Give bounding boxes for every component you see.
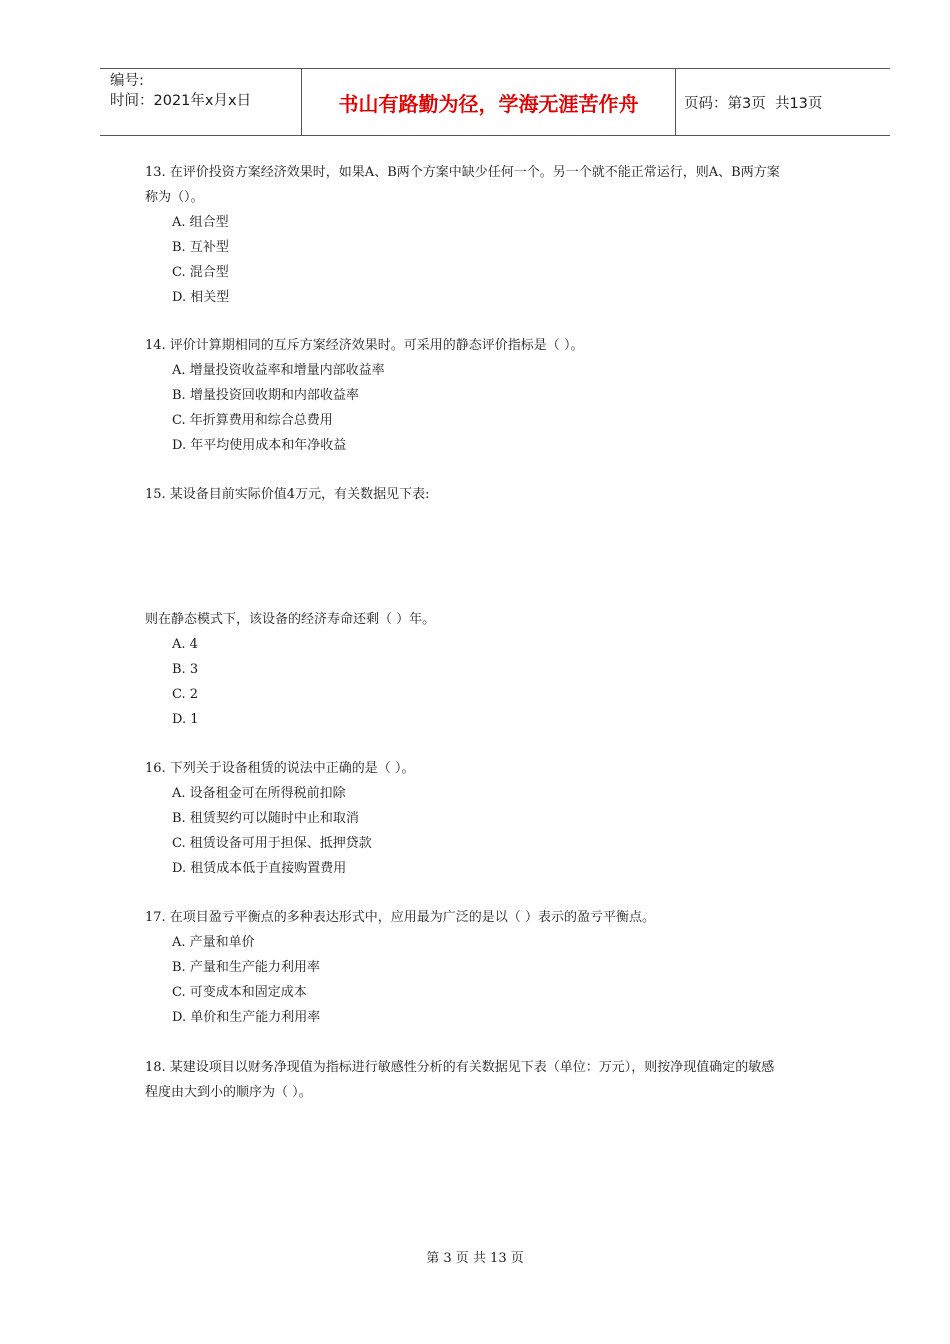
question-18: [145, 1055, 855, 1105]
option-b: B. 3: [172, 662, 199, 677]
option-b: B. 产量和生产能力利用率: [172, 960, 320, 975]
option-c: C. 租赁设备可用于担保、抵押贷款: [172, 836, 372, 851]
option-d: D. 1: [172, 712, 199, 727]
question-stem-cont: 称为（）。: [145, 190, 204, 205]
option-d: D. 租赁成本低于直接购置费用: [172, 861, 347, 876]
option-c: C. 年折算费用和综合总费用: [172, 413, 333, 428]
option-d: D. 单价和生产能力利用率: [172, 1010, 321, 1025]
question-stem: 17. 在项目盈亏平衡点的多种表达形式中，应用最为广泛的是以（ ）表示的盈亏平衡点。: [145, 910, 655, 925]
page-label: 页码：第3页 共13页: [684, 95, 823, 112]
serial-label: 编号:: [110, 73, 144, 89]
question-stem: 16. 下列关于设备租赁的说法中正确的是（ ）。: [145, 761, 415, 776]
question-15: [145, 482, 855, 507]
header-page-info: [676, 69, 890, 135]
header-motto: 书山有路勤为径，学海无涯苦作舟: [302, 69, 676, 135]
time-label: 时间：2021年x月x日: [110, 93, 252, 109]
option-c: C. 可变成本和固定成本: [172, 985, 307, 1000]
question-stem: 15. 某设备目前实际价值4万元，有关数据见下表:: [145, 487, 430, 502]
option-a: A. 增量投资收益率和增量内部收益率: [172, 363, 385, 378]
question-15-cont: [145, 607, 855, 732]
question-17: [145, 905, 855, 1030]
option-b: B. 互补型: [172, 240, 229, 255]
option-b: B. 租赁契约可以随时中止和取消: [172, 811, 359, 826]
option-a: A. 产量和单价: [172, 935, 255, 950]
option-a: A. 4: [172, 637, 198, 652]
question-stem-cont: 则在静态模式下，该设备的经济寿命还剩（ ）年。: [145, 612, 436, 627]
option-a: A. 组合型: [172, 215, 229, 230]
page-header: [100, 68, 890, 136]
option-d: D. 年平均使用成本和年净收益: [172, 438, 347, 453]
question-stem: 18. 某建设项目以财务净现值为指标进行敏感性分析的有关数据见下表（单位：万元），则按净现值确定的敏感: [145, 1060, 775, 1075]
question-stem: 14. 评价计算期相同的互斥方案经济效果时。可采用的静态评价指标是（ ）。: [145, 338, 584, 353]
question-13: [145, 160, 855, 310]
option-d: D. 相关型: [172, 290, 230, 305]
option-b: B. 增量投资回收期和内部收益率: [172, 388, 359, 403]
option-a: A. 设备租金可在所得税前扣除: [172, 786, 346, 801]
question-stem-cont: 程度由大到小的顺序为（ ）。: [145, 1085, 312, 1100]
option-c: C. 2: [172, 687, 199, 702]
header-meta: [100, 69, 302, 135]
question-14: [145, 333, 855, 458]
option-c: C. 混合型: [172, 265, 229, 280]
question-stem: 13. 在评价投资方案经济效果时，如果A、B两个方案中缺少任何一个。另一个就不能正常运行，则A、B两方案: [145, 165, 780, 180]
question-16: [145, 756, 855, 881]
page-footer: 第 3 页 共 13 页: [426, 1251, 524, 1266]
